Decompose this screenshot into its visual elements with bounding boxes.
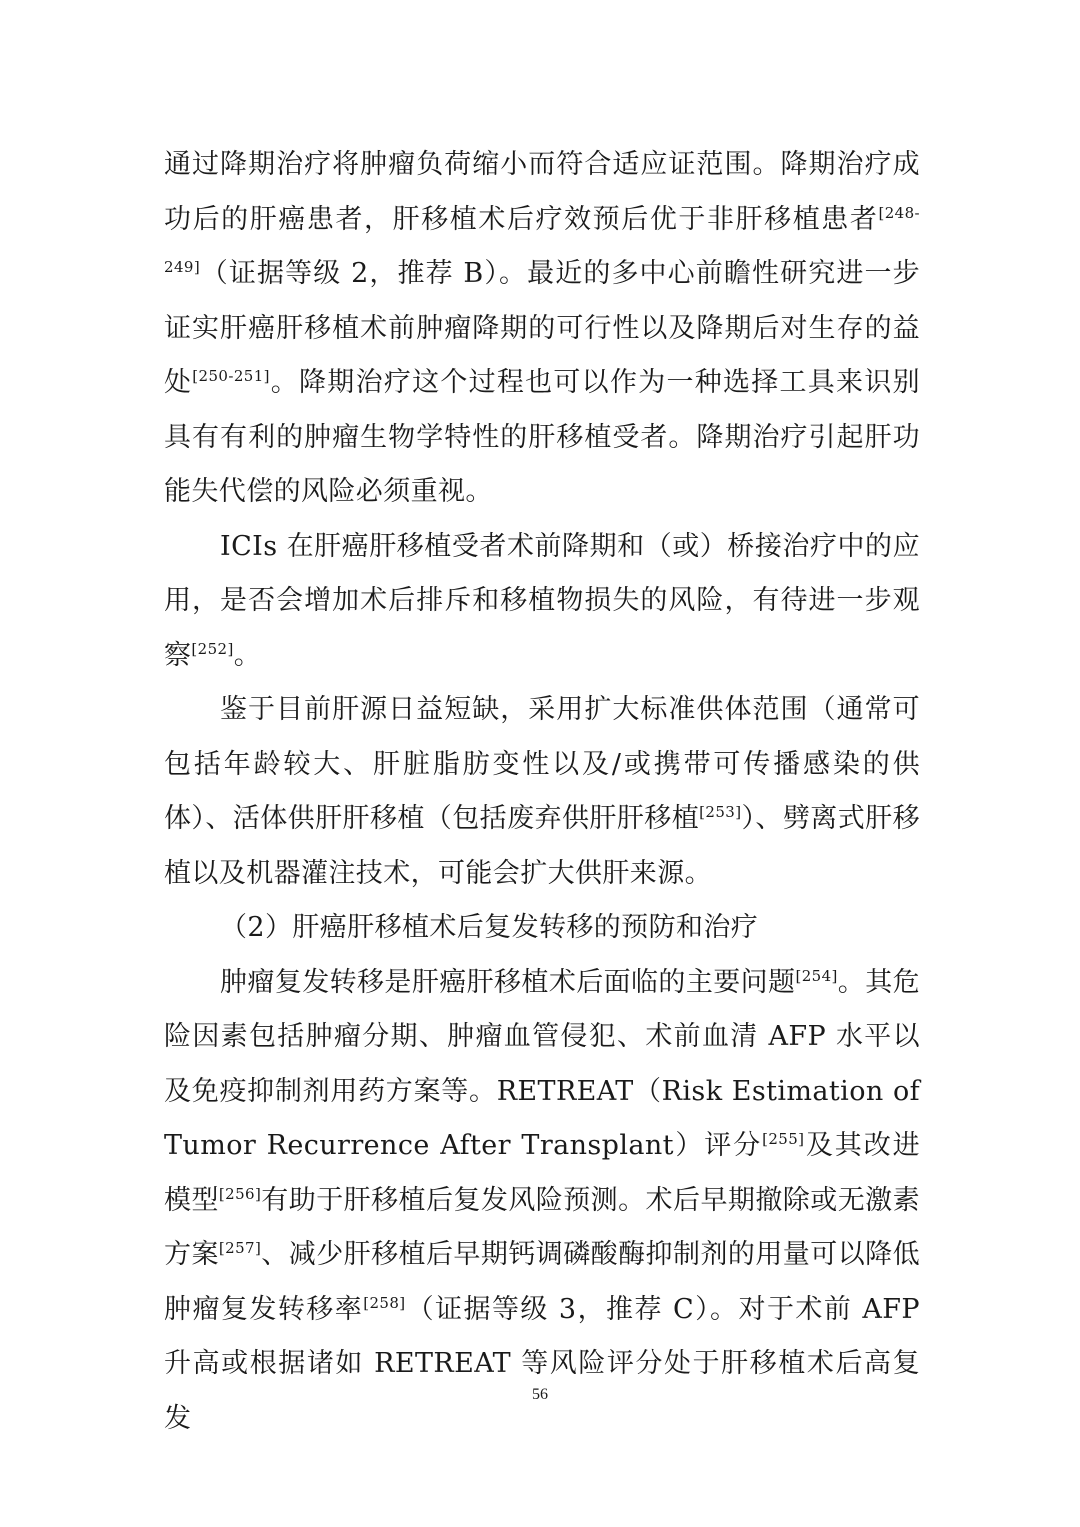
text-segment: 。 (233, 639, 262, 671)
citation-reference: [254] (795, 966, 838, 985)
text-segment: 。其危险因素包括肿瘤分期、肿瘤血管侵犯、术前血清 AFP 水平以及免疫抑制剂用药方案等。RETREAT（Risk Estimation of Tumor Recurrence After Transplant）评分 (164, 966, 921, 1161)
paragraph (164, 138, 920, 520)
text-segment: 及其改进模型 (164, 1130, 920, 1216)
body-text (164, 138, 920, 1446)
citation-reference: [253] (699, 803, 742, 821)
text-segment: ）、劈离式肝移植以及机器灌注技术，可能会扩大供肝来源。 (164, 803, 920, 889)
text-segment: （2）肝癌肝移植术后复发转移的预防和治疗 (220, 912, 759, 943)
citation-reference: [252] (191, 639, 234, 658)
citation-reference: [250-251] (192, 367, 270, 385)
paragraph (164, 683, 920, 901)
text-segment: ICIs 在肝癌肝移植受者术前降期和（或）桥接治疗中的应用，是否会增加术后排斥和移植物损失的风险，有待进一步观察 (164, 530, 920, 671)
citation-reference: [257] (218, 1239, 262, 1257)
text-segment: 、减少肝移植后早期钙调磷酸酶抑制剂的用量可以降低肿瘤复发转移率 (164, 1239, 920, 1325)
text-segment: 有助于肝移植后复发风险预测。术后早期撤除或无激素方案 (164, 1184, 920, 1270)
text-segment: （证据等级 2，推荐 B）。最近的多中心前瞻性研究进一步证实肝癌肝移植术前肿瘤降期的可行性以及降期后对生存的益处 (164, 258, 920, 398)
text-segment: 。降期治疗这个过程也可以作为一种选择工具来识别具有有利的肿瘤生物学特性的肝移植受者。降期治疗引起肝功能失代偿的风险必须重视。 (164, 367, 920, 507)
citation-reference: [248-249] (164, 203, 920, 276)
paragraph (164, 956, 920, 1447)
section-heading (164, 901, 920, 956)
citation-reference: [255] (762, 1130, 805, 1148)
text-segment: （证据等级 3，推荐 C）。对于术前 AFP 升高或根据诸如 RETREAT 等风险评分处于肝移植术后高复发 (164, 1293, 920, 1434)
citation-reference: [256] (218, 1184, 262, 1203)
paragraph (164, 520, 920, 684)
text-segment: 通过降期治疗将肿瘤负荷缩小而符合适应证范围。降期治疗成功后的肝癌患者，肝移植术后疗效预后优于非肝移植患者 (164, 149, 920, 235)
text-segment: 鉴于目前肝源日益短缺，采用扩大标准供体范围（通常可包括年龄较大、肝脏脂肪变性以及/或携带可传播感染的供体）、活体供肝肝移植（包括废弃供肝肝移植 (164, 694, 920, 834)
text-segment: 肿瘤复发转移是肝癌肝移植术后面临的主要问题 (220, 966, 796, 998)
page-number: 56 (532, 1386, 548, 1403)
citation-reference: [258] (363, 1293, 406, 1312)
